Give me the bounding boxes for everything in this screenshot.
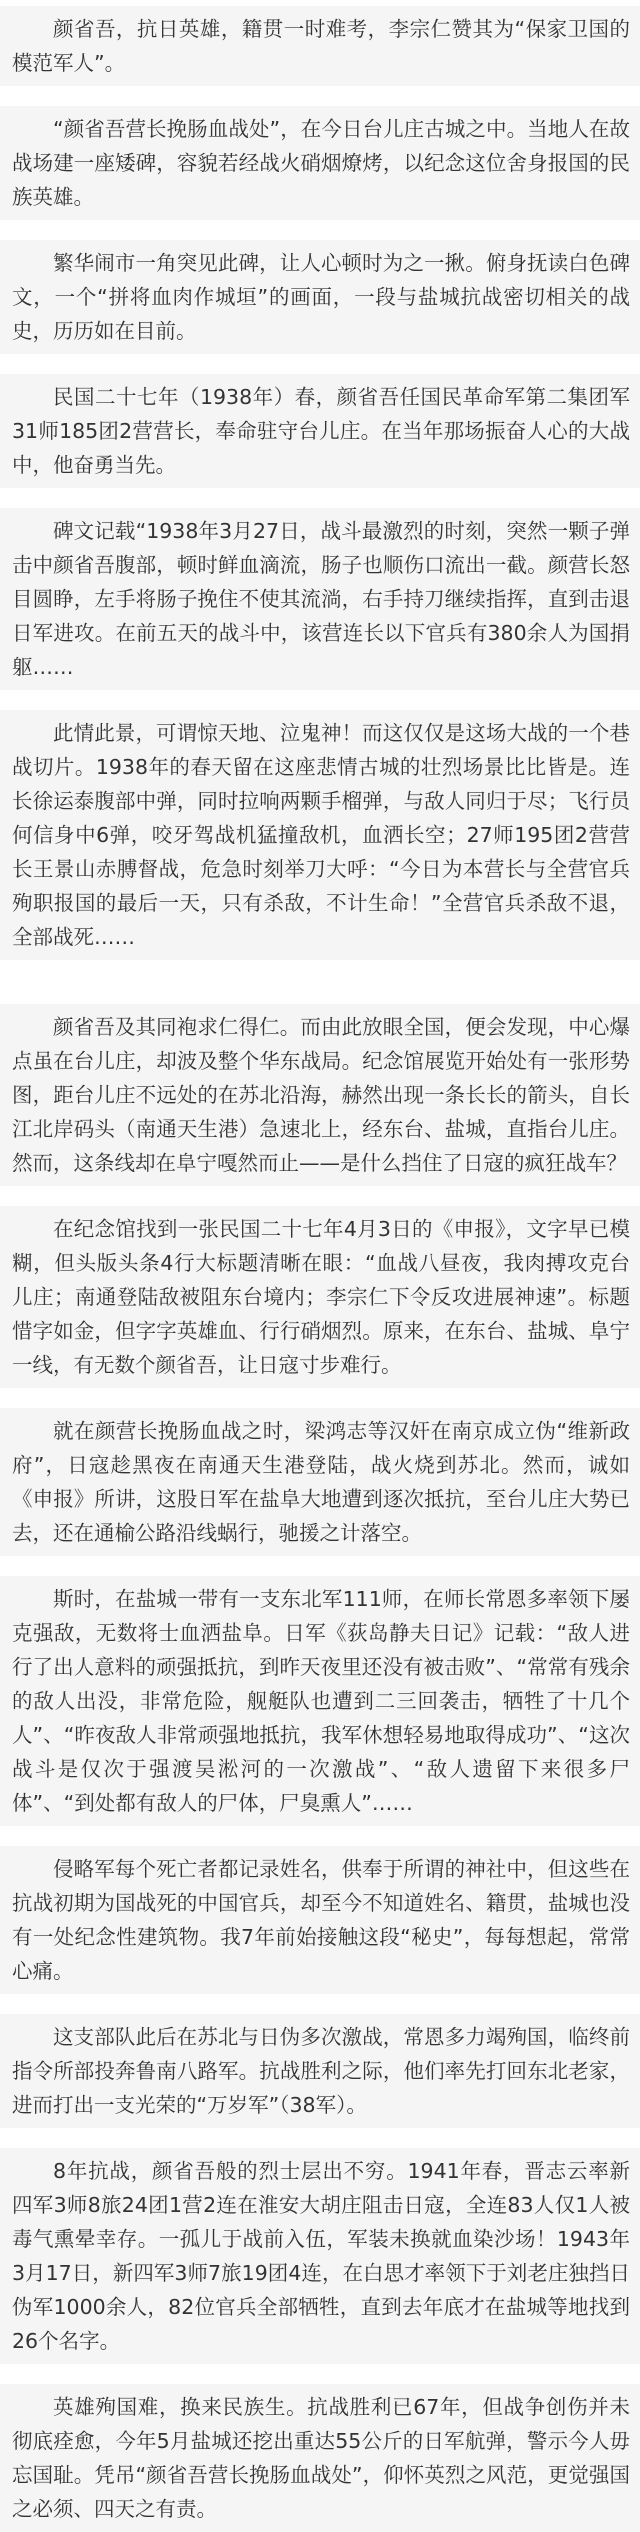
paragraph-1: 颜省吾，抗日英雄，籍贯一时难考，李宗仁赞其为“保家卫国的模范军人”。 [0,6,640,86]
paragraph-6: 此情此景，可谓惊天地、泣鬼神！而这仅仅是这场大战的一个巷战切片。1938年的春天留在这座悲情古城的壮烈场景比比皆是。连长徐运泰腹部中弹，同时拉响两颗手榴弹，与敌人同归于尽；飞行员何信身中6弹，咬牙驾战机猛撞敌机，血洒长空；27师195团2营营长王景山赤膊督战，危急时刻举刀大呼：“今日为本营长与全营官兵殉职报国的最后一天，只有杀敌，不计生命！”全营官兵杀敌不退，全部战死…… [0,710,640,960]
paragraph-2: “颜省吾营长挽肠血战处”，在今日台儿庄古城之中。当地人在故战场建一座矮碑，容貌若经战火硝烟燎烤，以纪念这位舍身报国的民族英雄。 [0,106,640,220]
paragraph-7: 颜省吾及其同袍求仁得仁。而由此放眼全国，便会发现，中心爆点虽在台儿庄，却波及整个华东战局。纪念馆展览开始处有一张形势图，距台儿庄不远处的在苏北沿海，赫然出现一条长长的箭头，自长江北岸码头（南通天生港）急速北上，经东台、盐城，直指台儿庄。然而，这条线却在阜宁嘎然而止——是什么挡住了日寇的疯狂战车？ [0,1004,640,1186]
paragraph-8: 在纪念馆找到一张民国二十七年4月3日的《申报》，文字早已模糊，但头版头条4行大标题清晰在眼：“血战八昼夜，我肉搏攻克台儿庄；南通登陆敌被阻东台境内；李宗仁下令反攻进展神速”。标题惜字如金，但字字英雄血、行行硝烟烈。原来，在东台、盐城、阜宁一线，有无数个颜省吾，让日寇寸步难行。 [0,1206,640,1388]
paragraph-11: 侵略军每个死亡者都记录姓名，供奉于所谓的神社中，但这些在抗战初期为国战死的中国官兵，却至今不知道姓名、籍贯，盐城也没有一处纪念性建筑物。我7年前始接触这段“秘史”，每每想起，常常心痛。 [0,1846,640,1994]
paragraph-14: 英雄殉国难，换来民族生。抗战胜利已67年，但战争创伤并未彻底痊愈，今年5月盐城还挖出重达55公斤的日军航弹，警示今人毋忘国耻。凭吊“颜省吾营长挽肠血战处”，仰怀英烈之风范，更觉强国之必须、四天之有责。 [0,2384,640,2532]
paragraph-3: 繁华闹市一角突见此碑，让人心顿时为之一揪。俯身抚读白色碑文，一个“拼将血肉作城垣”的画面，一段与盐城抗战密切相关的战史，历历如在目前。 [0,240,640,354]
paragraph-4: 民国二十七年（1938年）春，颜省吾任国民革命军第二集团军31师185团2营营长，奉命驻守台儿庄。在当年那场振奋人心的大战中，他奋勇当先。 [0,374,640,488]
paragraph-10: 斯时，在盐城一带有一支东北军111师，在师长常恩多率领下屡克强敌，无数将士血洒盐阜。日军《荻岛静夫日记》记载：“敌人进行了出人意料的顽强抵抗，到昨天夜里还没有被击败”、“常常有残余的敌人出没，非常危险，舰艇队也遭到二三回袭击，牺牲了十几个人”、“昨夜敌人非常顽强地抵抗，我军休想轻易地取得成功”、“这次战斗是仅次于强渡吴淞河的一次激战”、“敌人遗留下来很多尸体”、“到处都有敌人的尸体，尸臭熏人”…… [0,1576,640,1826]
paragraph-9: 就在颜营长挽肠血战之时，梁鸿志等汉奸在南京成立伪“维新政府”，日寇趁黑夜在南通天生港登陆，战火烧到苏北。然而，诚如《申报》所讲，这股日军在盐阜大地遭到逐次抵抗，至台儿庄大势已去，还在通榆公路沿线蜗行，驰援之计落空。 [0,1408,640,1556]
paragraph-5: 碑文记载“1938年3月27日，战斗最激烈的时刻，突然一颗子弹击中颜省吾腹部，顿时鲜血滴流，肠子也顺伤口流出一截。颜营长怒目圆睁，左手将肠子挽住不使其流淌，右手持刀继续指挥，直到击退日军进攻。在前五天的战斗中，该营连长以下官兵有380余人为国捐躯…… [0,508,640,690]
paragraph-12: 这支部队此后在苏北与日伪多次激战，常恩多力竭殉国，临终前指令所部投奔鲁南八路军。抗战胜利之际，他们率先打回东北老家，进而打出一支光荣的“万岁军”（38军）。 [0,2014,640,2128]
paragraph-13: 8年抗战，颜省吾般的烈士层出不穷。1941年春，晋志云率新四军3师8旅24团1营2连在淮安大胡庄阻击日寇，全连83人仅1人被毒气熏晕幸存。一孤儿于战前入伍，军装未换就血染沙场！1943年3月17日，新四军3师7旅19团4连，在白思才率领下于刘老庄独挡日伪军1000余人，82位官兵全部牺牲，直到去年底才在盐城等地找到26个名字。 [0,2148,640,2364]
